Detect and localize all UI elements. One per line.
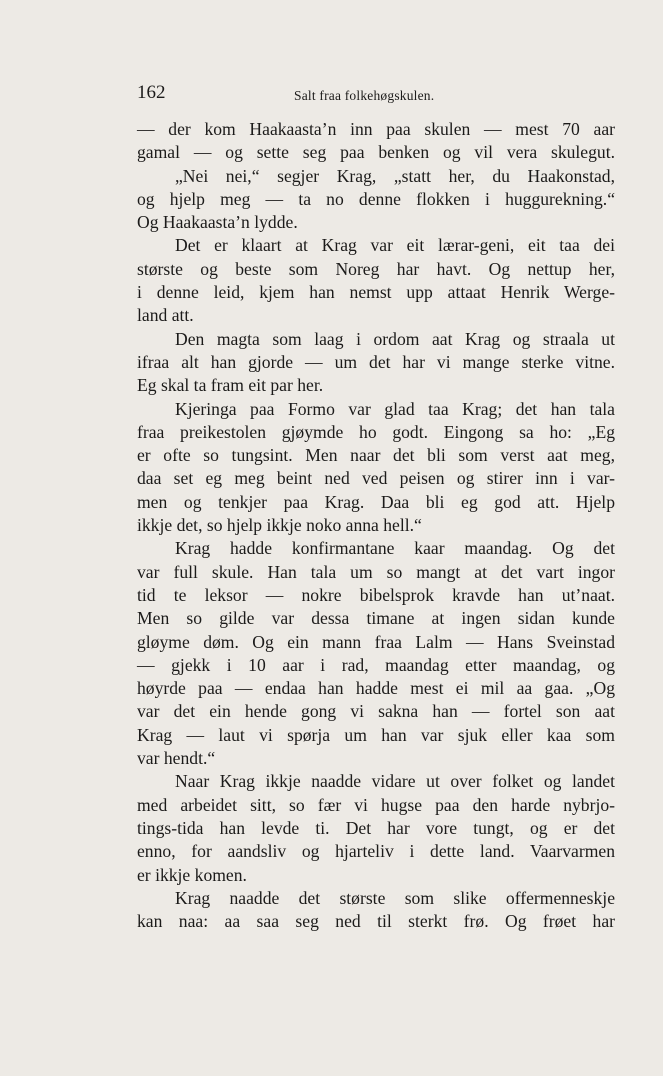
text-line: var full skule. Han tala um so mangt at det vart ingor [137, 561, 615, 582]
text-line: høyrde paa — endaa han hadde mest ei mil aa gaa. „Og [137, 678, 615, 699]
text-line: er ofte so tungsint. Men naar det bli som verst aat meg, [137, 445, 615, 466]
text-line: kan naa: aa saa seg ned til sterkt frø. Og frøet har [137, 911, 615, 932]
text-line: fraa preikestolen gjøymde ho godt. Eingong sa ho: „Eg [137, 421, 615, 442]
text-line: Eg skal ta fram eit par her. [137, 375, 324, 396]
text-line: Det er klaart at Krag var eit lærar-geni, eit taa dei [175, 235, 615, 256]
text-line: gløyme døm. Og ein mann fraa Lalm — Hans Sveinstad [137, 631, 615, 652]
text-line: ifraa alt han gjorde — um det har vi mange sterke vitne. [137, 351, 615, 372]
text-line: tid te leksor — nokre bibelsprok kravde han ut’naat. [137, 584, 615, 605]
text-line: med arbeidet sitt, so fær vi hugse paa den harde nybrjo- [137, 794, 615, 815]
text-line: var det ein hende gong vi sakna han — fortel son aat [137, 701, 615, 722]
body-text [137, 118, 615, 933]
running-title: Salt fraa folkehøgskulen. [294, 88, 435, 103]
text-line: — der kom Haakaasta’n inn paa skulen — mest 70 aar [137, 119, 615, 139]
text-line: tings-tida han levde ti. Det har vore tungt, og er det [137, 817, 615, 838]
text-line: største og beste som Noreg har havt. Og nettup her, [137, 258, 615, 279]
text-line: — gjekk i 10 aar i rad, maandag etter maandag, og [137, 654, 615, 675]
text-line: Naar Krag ikkje naadde vidare ut over folket og landet [175, 771, 615, 792]
text-line: var hendt.“ [137, 748, 216, 769]
text-line: Krag naadde det største som slike offermenneskje [175, 887, 615, 908]
text-line: Kjeringa paa Formo var glad taa Krag; det han tala [175, 398, 615, 419]
text-line: og hjelp meg — ta no denne flokken i huggurekning.“ [137, 188, 615, 209]
text-line: ikkje det, so hjelp ikkje noko anna hell.“ [137, 515, 422, 536]
page-number: 162 [137, 82, 166, 103]
text-line: Krag hadde konfirmantane kaar maandag. Og det [175, 538, 615, 559]
page-header [137, 82, 615, 108]
text-line: Og Haakaasta’n lydde. [137, 212, 298, 233]
text-line: Krag — laut vi spørja um han var sjuk eller kaa som [137, 724, 615, 745]
text-line: gamal — og sette seg paa benken og vil vera skulegut. [137, 142, 615, 163]
text-line: „Nei nei,“ segjer Krag, „statt her, du Haakonstad, [175, 165, 615, 186]
text-line: Den magta som laag i ordom aat Krag og straala ut [175, 328, 615, 349]
text-line: land att. [137, 305, 194, 326]
text-line: daa set eg meg beint ned ved peisen og stirer inn i var- [137, 468, 615, 489]
text-line: er ikkje komen. [137, 864, 247, 885]
text-line: enno, for aandsliv og hjarteliv i dette land. Vaarvarmen [137, 841, 615, 862]
text-line: i denne leid, kjem han nemst upp attaat Henrik Werge- [137, 282, 615, 303]
text-line: Men so gilde var dessa timane at ingen sidan kunde [137, 608, 615, 629]
text-line: men og tenkjer paa Krag. Daa bli eg god att. Hjelp [137, 491, 615, 512]
